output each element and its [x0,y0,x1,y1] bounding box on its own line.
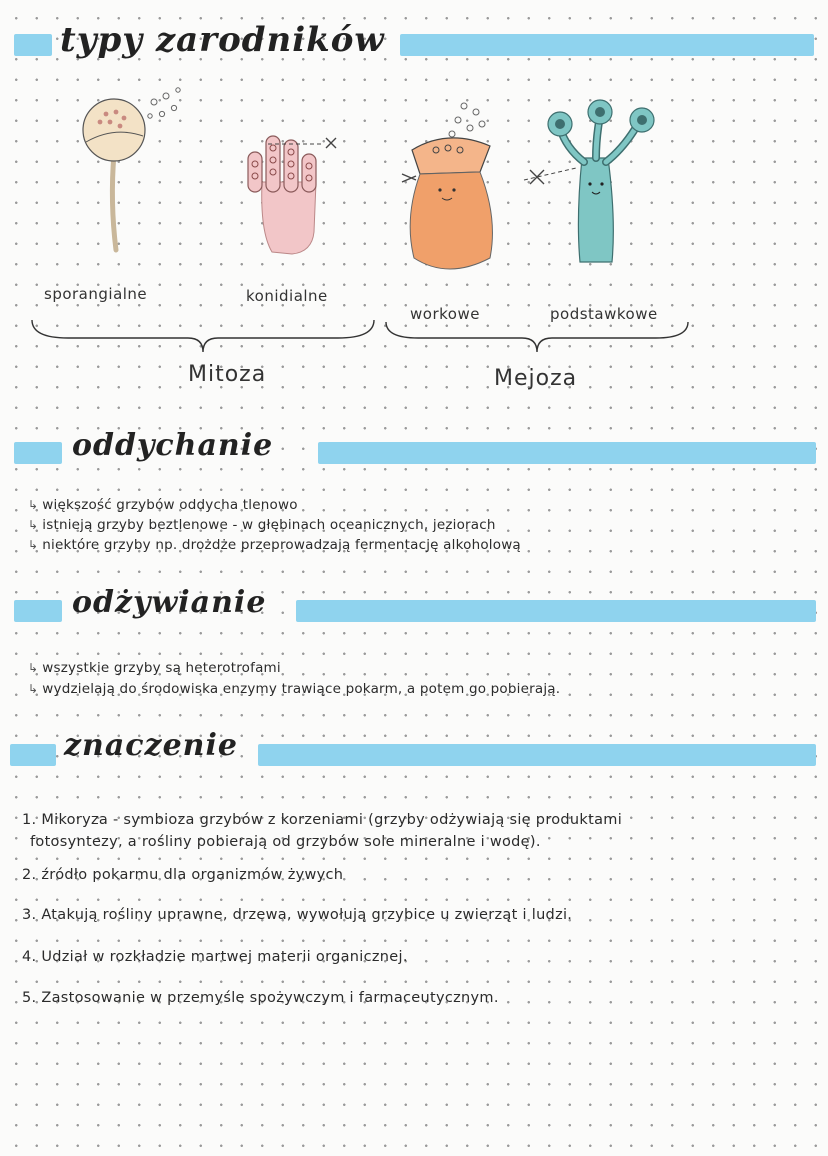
oddychanie-item-2: ↳ istnieją grzyby beztlenowe - w głębinach oceanicznych, jeziorach [28,517,496,533]
odzywianie-item-1: ↳ wszystkie grzyby są heterotrofami [28,660,281,676]
mitoza-brace [28,316,378,356]
znaczenie-highlight-left [10,744,56,766]
spores-title: typy zarodników [60,20,385,60]
oddychanie-title: oddychanie [72,428,274,463]
label-sporangialne: sporangialne [44,285,148,303]
konidialne-icon [232,122,352,262]
znaczenie-item-1-cont: fotosyntezy, a rośliny pobierają od grzybów sole mineralne i wodę). [30,834,541,850]
podstawkowe-icon [520,98,670,268]
arrow-icon: ↳ [28,498,39,512]
label-workowe: workowe [410,305,480,323]
odzywianie-title: odżywianie [72,585,267,620]
label-konidialne: konidialne [246,287,328,305]
arrow-icon: ↳ [28,538,39,552]
group-mejoza: Mejoza [494,366,578,391]
arrow-icon: ↳ [28,661,39,675]
znaczenie-item-1: 1. Mikoryza - symbioza grzybów z korzeniami (grzyby odżywiają się produktami [22,812,623,828]
label-podstawkowe: podstawkowe [550,305,658,323]
sporangialne-icon [70,82,190,252]
mejoza-brace [382,318,692,358]
znaczenie-item-3: 3. Atakują rośliny uprawne, drzewa, wywołują grzybice u zwierząt i ludzi. [22,907,573,923]
znaczenie-title: znaczenie [64,728,238,763]
odzywianie-highlight-left [14,600,62,622]
arrow-icon: ↳ [28,518,39,532]
oddychanie-item-3: ↳ niektóre grzyby np. drożdże przeprowadzają fermentację alkoholową [28,537,521,553]
znaczenie-item-2: 2. źródło pokarmu dla organizmów żywych [22,867,344,883]
group-mitoza: Mitoza [188,362,267,387]
oddychanie-item-1: ↳ większość grzybów oddycha tlenowo [28,497,298,513]
odzywianie-item-2: ↳ wydzielają do środowiska enzymy trawiące pokarm, a potem go pobierają. [28,681,561,697]
workowe-icon [398,98,508,278]
znaczenie-highlight-right [258,744,816,766]
znaczenie-item-4: 4. Udział w rozkładzie martwej materii organicznej. [22,949,408,965]
arrow-icon: ↳ [28,682,39,696]
odzywianie-highlight-right [296,600,816,622]
oddychanie-highlight-left [14,442,62,464]
title-highlight-right [400,34,814,56]
znaczenie-item-5: 5. Zastosowanie w przemyśle spożywczym i farmaceutycznym. [22,990,499,1006]
title-highlight-left [14,34,52,56]
oddychanie-highlight-right [318,442,816,464]
